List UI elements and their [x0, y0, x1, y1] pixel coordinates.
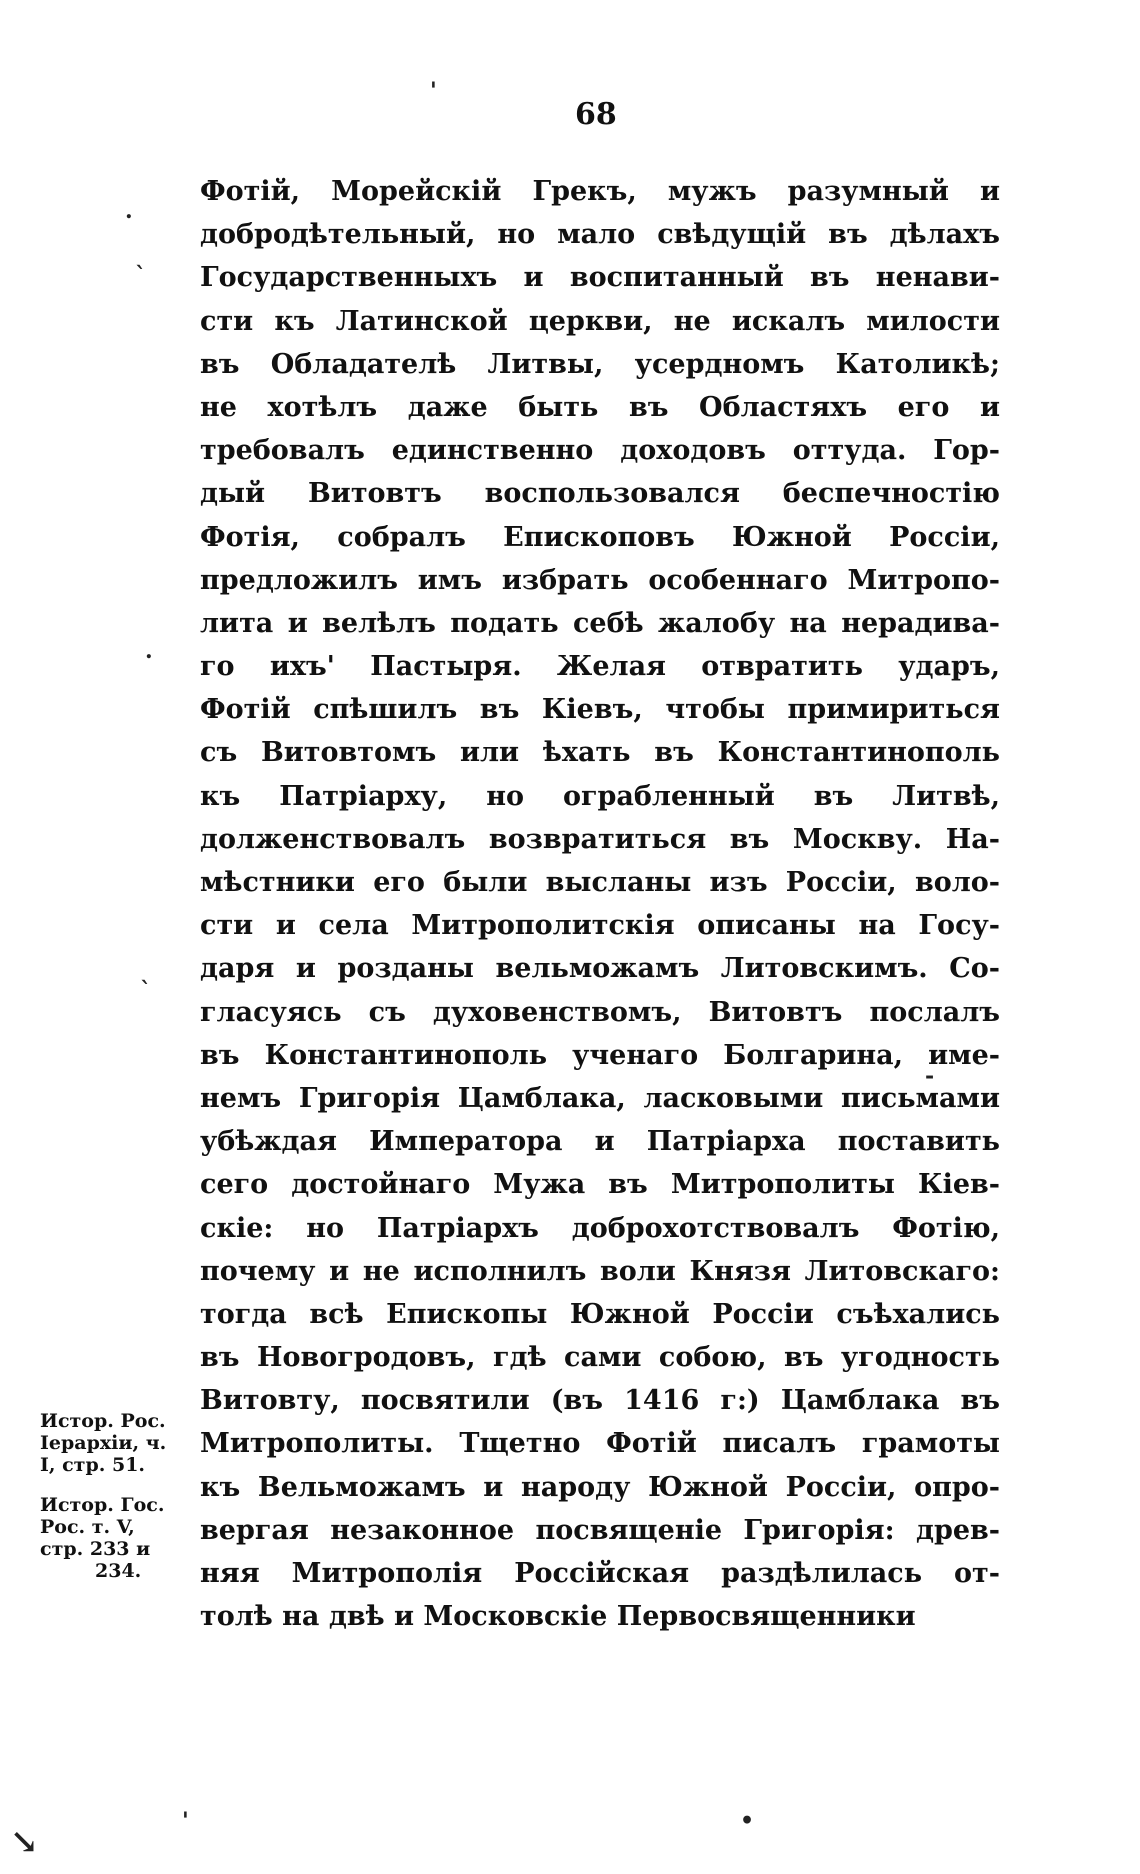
- margin-note: Рос. т. V,: [40, 1516, 135, 1538]
- text-line: скіе: но Патріархъ доброхотствовалъ Фотію,: [200, 1212, 1000, 1244]
- ink-mark-left-1: .: [125, 198, 133, 224]
- text-line: въ Обладателѣ Литвы, усердномъ Католикѣ;: [200, 348, 1000, 380]
- text-line: мѣстники его были высланы изъ Россіи, воло-: [200, 867, 1000, 898]
- margin-note: Истор. Гос.: [40, 1494, 165, 1516]
- margin-note: 234.: [95, 1560, 142, 1582]
- text-line: немъ Григорія Цамблака, ласковыми письмами: [200, 1082, 1000, 1114]
- margin-note: Истор. Рос.: [40, 1410, 166, 1432]
- text-line: съ Витовтомъ или ѣхать въ Константинополь: [200, 737, 1000, 769]
- text-line: Митрополиты. Тщетно Фотій писалъ грамоты: [200, 1428, 1000, 1460]
- text-line: долженствовалъ возвратиться въ Москву. На-: [200, 823, 1000, 855]
- margin-note: I, стр. 51.: [40, 1454, 146, 1476]
- text-line: толѣ на двѣ и Московскіе Первосвященники: [200, 1601, 916, 1633]
- text-line: требовалъ единственно доходовъ оттуда. Гор-: [200, 435, 1000, 467]
- text-line: въ Константинополь ученаго Болгарина, име-: [200, 1039, 1000, 1071]
- text-line: сти и села Митрополитскія описаны на Госу-: [200, 910, 1000, 942]
- text-line: не хотѣлъ даже быть въ Областяхъ его и: [200, 391, 1000, 423]
- text-line: предложилъ имъ избрать особеннаго Митропо-: [200, 564, 1000, 596]
- margin-note: Іерархіи, ч.: [40, 1432, 167, 1454]
- margin-note: стр. 233 и: [40, 1538, 151, 1560]
- ink-mark-left-4: `: [140, 978, 151, 1004]
- text-line: сего достойнаго Мужа въ Митрополиты Кіев-: [200, 1169, 1000, 1201]
- ink-mark-left-3: .: [145, 638, 153, 664]
- text-line: добродѣтельный, но мало свѣдущій въ дѣлахъ: [200, 219, 1000, 251]
- ink-mark-left-2: `: [135, 263, 146, 289]
- ink-mark-bottom-1: ': [182, 1808, 189, 1834]
- text-line: вергая незаконное посвященіе Григорія: древ-: [200, 1514, 1000, 1546]
- text-line: гласуясь съ духовенствомъ, Витовтъ послалъ: [200, 996, 1000, 1028]
- margin-notes: [40, 1410, 190, 1582]
- ink-mark-corner: ↘: [10, 1822, 39, 1862]
- text-line: Государственныхъ и воспитанный въ ненави-: [200, 262, 1000, 294]
- text-line: го ихъ' Пастыря. Желая отвратить ударъ,: [200, 651, 1000, 683]
- text-line: тогда всѣ Епископы Южной Россіи съѣхались: [200, 1298, 1000, 1330]
- text-line: дый Витовтъ воспользовался беспечностію: [200, 478, 1000, 510]
- page-number: 68: [575, 97, 617, 132]
- text-line: въ Новогродовъ, гдѣ сами собою, въ угодность: [200, 1342, 1000, 1374]
- text-line: Витовту, посвятили (въ 1416 г:) Цамблака въ: [200, 1385, 1000, 1417]
- ink-mark-top: ': [430, 78, 437, 104]
- text-line: къ Вельможамъ и народу Южной Россіи, опро-: [200, 1471, 1000, 1503]
- text-line: сти къ Латинской церкви, не искалъ милости: [200, 305, 1000, 337]
- text-line: даря и розданы вельможамъ Литовскимъ. Со-: [200, 953, 1000, 985]
- text-line: почему и не исполнилъ воли Князя Литовскаго:: [200, 1255, 1000, 1287]
- text-line: Фотій, Морейскій Грекъ, мужъ разумный и: [200, 176, 1000, 207]
- text-line: Фотія, собралъ Епископовъ Южной Россіи,: [200, 521, 1000, 553]
- body-text: [200, 170, 1000, 1638]
- text-line: убѣждая Императора и Патріарха поставить: [200, 1126, 1000, 1158]
- text-line: къ Патріарху, но ограбленный въ Литвѣ,: [200, 780, 1000, 812]
- text-line: лита и велѣлъ подать себѣ жалобу на нерадива-: [200, 607, 1000, 639]
- ink-mark-bottom-2: •: [740, 1808, 755, 1834]
- text-line: Фотій спѣшилъ въ Кіевъ, чтобы примириться: [200, 694, 1000, 726]
- ink-mark-right: -: [925, 1063, 935, 1089]
- text-line: няя Митрополія Россійская раздѣлилась от-: [200, 1558, 1000, 1589]
